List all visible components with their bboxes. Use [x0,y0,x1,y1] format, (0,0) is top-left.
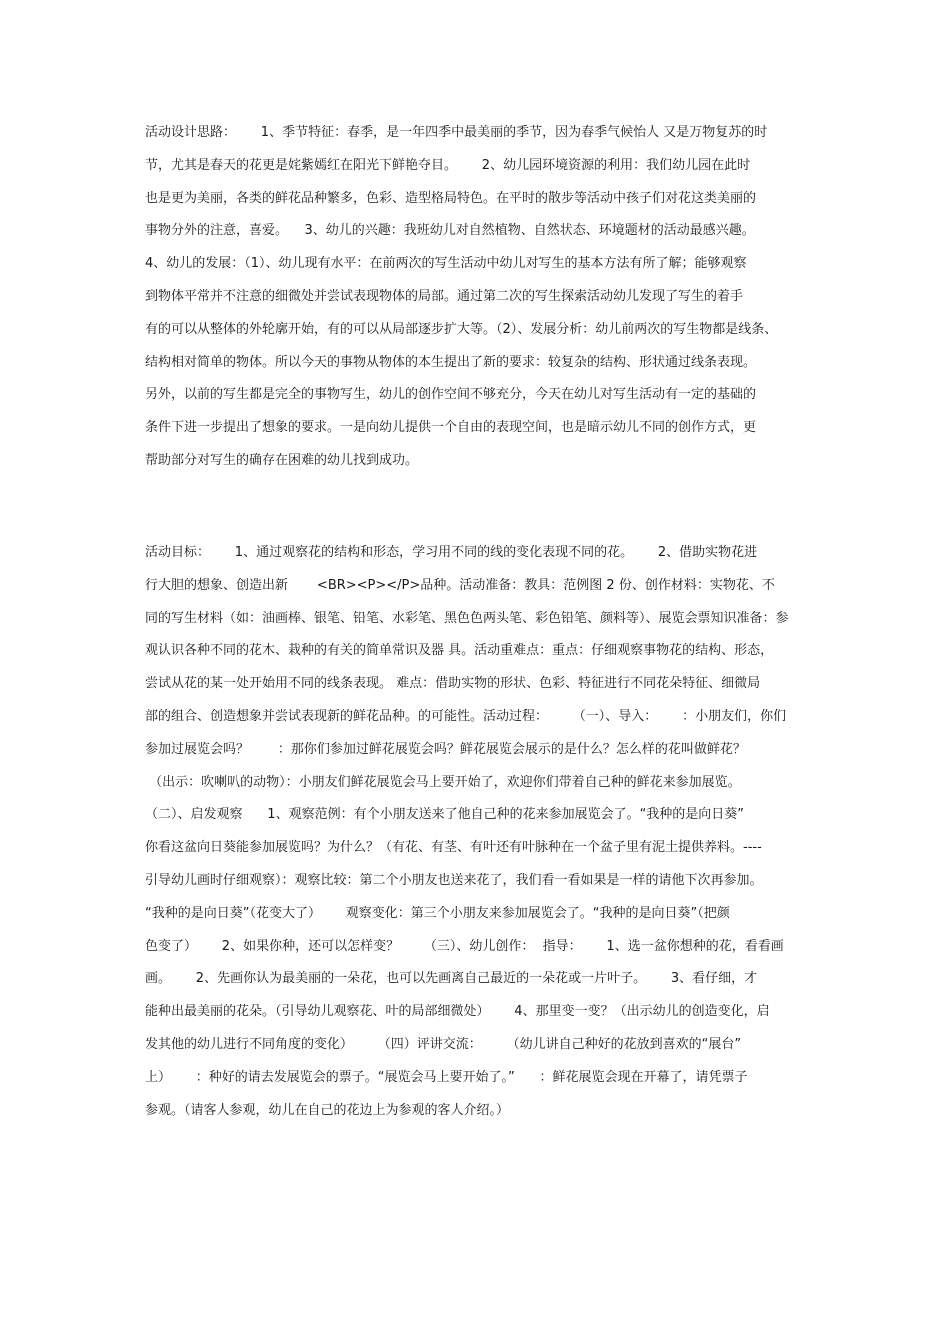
paragraph-line: 同的写生材料（如：油画棒、银笔、铅笔、水彩笔、黑色色两头笔、彩色铅笔、颜料等）、展览会票知识准备：参 [145,610,789,626]
paragraph-line: “我种的是向日葵”（花变大了） 观察变化：第三个小朋友来参加展览会了。“我种的是向日葵”（把颜 [145,905,730,921]
paragraph-line: 活动目标： 1、通过观察花的结构和形态，学习用不同的线的变化表现不同的花。 2、借助实物花进 [145,545,758,560]
paragraph-line: 也是更为美丽，各类的鲜花品种繁多，色彩、造型格局特色。在平时的散步等活动中孩子们对花这类美丽的 [145,190,757,206]
paragraph-line: （二）、启发观察 1、观察范例：有个小朋友送来了他自己种的花来参加展览会了。“我种的是向日葵” [145,807,745,823]
paragraph-line: 能种出最美丽的花朵。（引导幼儿观察花、叶的局部细微处） 4、那里变一变？（出示幼儿的创造变化，启 [145,1004,770,1020]
paragraph-line: 参观。（请客人参观，幼儿在自己的花边上为参观的客人介绍。） [145,1102,510,1118]
paragraph-line: 行大胆的想象、创造出新 <BR><P></P>品种。活动准备：教具：范例图 2 份、创作材料：实物花、不 [145,577,775,593]
paragraph-line: 上） ：种好的请去发展览会的票子。“展览会马上要开始了。” ：鲜花展览会现在开幕了，请凭票子 [145,1069,748,1085]
activity-goals-section [145,537,815,1127]
activity-design-section [145,117,815,478]
paragraph-line: 活动设计思路： 1、季节特征：春季，是一年四季中最美丽的季节，因为春季气候怡人 又是万物复苏的时 [145,125,768,140]
paragraph-line: 条件下进一步提出了想象的要求。一是向幼儿提供一个自由的表现空间，也是暗示幼儿不同的创作方式，更 [145,420,757,436]
paragraph-line: （出示：吹喇叭的动物）：小朋友们鲜花展览会马上要开始了，欢迎你们带着自己种的鲜花来参加展览。 [145,774,741,790]
paragraph-line: 节，尤其是春天的花更是姹紫嫣红在阳光下鲜艳夺目。 2、幼儿园环境资源的利用：我们幼儿园在此时 [145,157,751,173]
paragraph-line: 色变了） 2、如果你种，还可以怎样变？ （三）、幼儿创作： 指导： 1、选一盆你想种的花，看看画 [145,938,784,954]
paragraph-line: 尝试从花的某一处开始用不同的线条表现。 难点：借助实物的形状、色彩、特征进行不同花朵特征、细微局 [145,676,761,692]
paragraph-line: 画。 2、先画你认为最美丽的一朵花，也可以先画离自己最近的一朵花或一片叶子。 3、看仔细，才 [145,971,758,987]
paragraph-line: 你看这盆向日葵能参加展览吗？为什么？（有花、有茎、有叶还有叶脉种在一个盆子里有泥土提供养料。---- [145,840,762,856]
paragraph-line: 发其他的幼儿进行不同角度的变化） （四）评讲交流： （幼儿讲自己种好的花放到喜欢的“展台” [145,1036,742,1052]
paragraph-line: 4、幼儿的发展：（1）、幼儿现有水平：在前两次的写生活动中幼儿对写生的基本方法有所了解；能够观察 [145,256,747,272]
paragraph-line: 观认识各种不同的花木、栽种的有关的简单常识及器 具。活动重难点：重点：仔细观察事物花的结构、形态， [145,643,774,659]
paragraph-line: 到物体平常并不注意的细微处并尝试表现物体的局部。通过第二次的写生探索活动幼儿发现了写生的着手 [145,288,744,304]
paragraph-line: 引导幼儿画时仔细观察）：观察比较：第二个小朋友也送来花了，我们看一看如果是一样的请他下次再参加。 [145,872,763,888]
paragraph-line: 部的组合、创造想象并尝试表现新的鲜花品种。的可能性。活动过程： （一）、导入： ：小朋友们，你们 [145,708,787,724]
paragraph-line: 帮助部分对写生的确存在困难的幼儿找到成功。 [145,452,419,468]
paragraph-line: 参加过展览会吗？ ：那你们参加过鲜花展览会吗？鲜花展览会展示的是什么？怎么样的花叫做鲜花？ [145,741,746,757]
paragraph-line: 事物分外的注意，喜爱。 3、幼儿的兴趣：我班幼儿对自然植物、自然状态、环境题材的活动最感兴趣。 [145,223,755,239]
paragraph-line: 有的可以从整体的外轮廓开始，有的可以从局部逐步扩大等。（2）、发展分析：幼儿前两次的写生物都是线条、 [145,321,778,337]
paragraph-line: 结构相对简单的物体。所以今天的事物从物体的本生提出了新的要求：较复杂的结构、形状通过线条表现。 [145,354,757,370]
paragraph-line: 另外，以前的写生都是完全的事物写生，幼儿的创作空间不够充分，今天在幼儿对写生活动有一定的基础的 [145,387,757,403]
